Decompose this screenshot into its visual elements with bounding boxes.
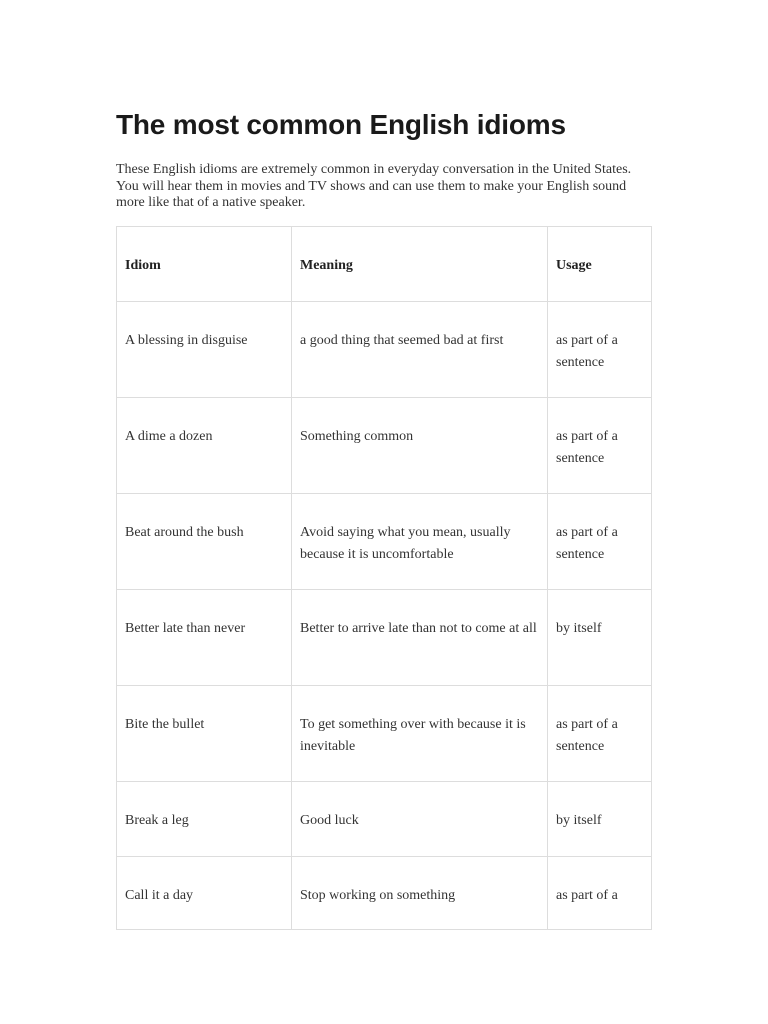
table-row [117,589,652,685]
header-usage: Usage [548,226,652,301]
cell-idiom: A dime a dozen [117,397,292,493]
table-row [117,493,652,589]
cell-meaning: Something common [292,397,548,493]
cell-meaning: Avoid saying what you mean, usually because it is uncomfortable [292,493,548,589]
header-meaning: Meaning [292,226,548,301]
table-row [117,397,652,493]
cell-meaning: Good luck [292,781,548,856]
table-header-row [117,226,652,301]
cell-meaning: a good thing that seemed bad at first [292,301,548,397]
cell-meaning: Better to arrive late than not to come at all [292,589,548,685]
table-row [117,856,652,929]
header-idiom: Idiom [117,226,292,301]
cell-usage: as part of a sentence [548,685,652,781]
cell-idiom: Beat around the bush [117,493,292,589]
cell-idiom: A blessing in disguise [117,301,292,397]
cell-idiom: Call it a day [117,856,292,929]
cell-usage: by itself [548,781,652,856]
idioms-table [116,226,652,930]
page-title: The most common English idioms [116,109,566,140]
cell-idiom: Bite the bullet [117,685,292,781]
cell-usage: as part of a sentence [548,301,652,397]
cell-usage: by itself [548,589,652,685]
cell-idiom: Break a leg [117,781,292,856]
table-row [117,685,652,781]
document-page [116,108,651,930]
table-row [117,781,652,856]
table-row [117,301,652,397]
cell-usage: as part of a sentence [548,397,652,493]
cell-meaning: Stop working on something [292,856,548,929]
cell-usage: as part of a [548,856,652,929]
cell-meaning: To get something over with because it is inevitable [292,685,548,781]
cell-usage: as part of a sentence [548,493,652,589]
cell-idiom: Better late than never [117,589,292,685]
intro-paragraph: These English idioms are extremely common in everyday conversation in the United States. You will hear them in movies and TV shows and can use them to make your English sound more like that of a native speaker. [116,162,632,210]
